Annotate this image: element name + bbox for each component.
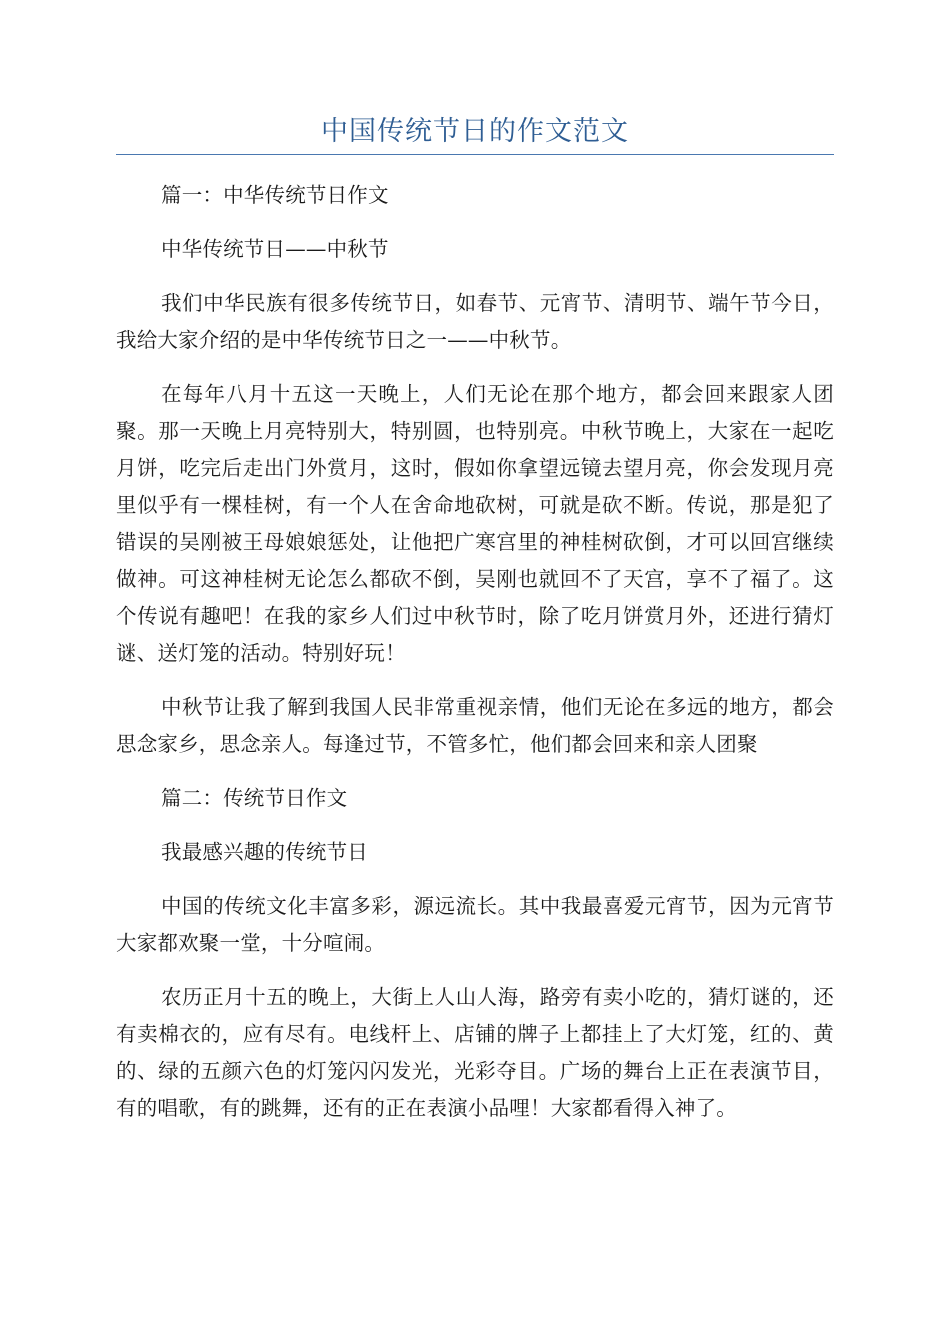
paragraph: 中秋节让我了解到我国人民非常重视亲情，他们无论在多远的地方，都会思念家乡，思念亲人。每逢过节，不管多忙，他们都会回来和亲人团聚 [116, 695, 834, 756]
title-underline [116, 154, 834, 155]
paragraph: 中国的传统文化丰富多彩，源远流长。其中我最喜爱元宵节，因为元宵节大家都欢聚一堂，十分喧闹。 [116, 894, 834, 955]
section-heading-1: 篇一：中华传统节日作文 [161, 183, 389, 207]
essay-title-1: 中华传统节日——中秋节 [161, 237, 389, 261]
paragraph: 农历正月十五的晚上，大街上人山人海，路旁有卖小吃的，猜灯谜的，还有卖棉衣的，应有尽有。电线杆上、店铺的牌子上都挂上了大灯笼，红的、黄的、绿的五颜六色的灯笼闪闪发光，光彩夺目。广场的舞台上正在表演节目，有的唱歌，有的跳舞，还有的正在表演小品哩！大家都看得入神了。 [116, 985, 834, 1120]
document-body [116, 177, 834, 1144]
essay-title-2: 我最感兴趣的传统节日 [161, 840, 368, 864]
document-title: 中国传统节日的作文范文 [321, 116, 629, 147]
paragraph: 在每年八月十五这一天晚上，人们无论在那个地方，都会回来跟家人团聚。那一天晚上月亮特别大，特别圆，也特别亮。中秋节晚上，大家在一起吃月饼，吃完后走出门外赏月，这时，假如你拿望远镜去望月亮，你会发现月亮里似乎有一棵桂树，有一个人在舍命地砍树，可就是砍不断。传说，那是犯了错误的吴刚被王母娘娘惩处，让他把广寒宫里的神桂树砍倒，才可以回宫继续做神。可这神桂树无论怎么都砍不倒，吴刚也就回不了天宫，享不了福了。这个传说有趣吧！在我的家乡人们过中秋节时，除了吃月饼赏月外，还进行猜灯谜、送灯笼的活动。特别好玩！ [116, 382, 834, 665]
paragraph: 我们中华民族有很多传统节日，如春节、元宵节、清明节、端午节今日，我给大家介绍的是中华传统节日之一——中秋节。 [116, 291, 834, 352]
section-heading-2: 篇二：传统节日作文 [161, 786, 348, 810]
